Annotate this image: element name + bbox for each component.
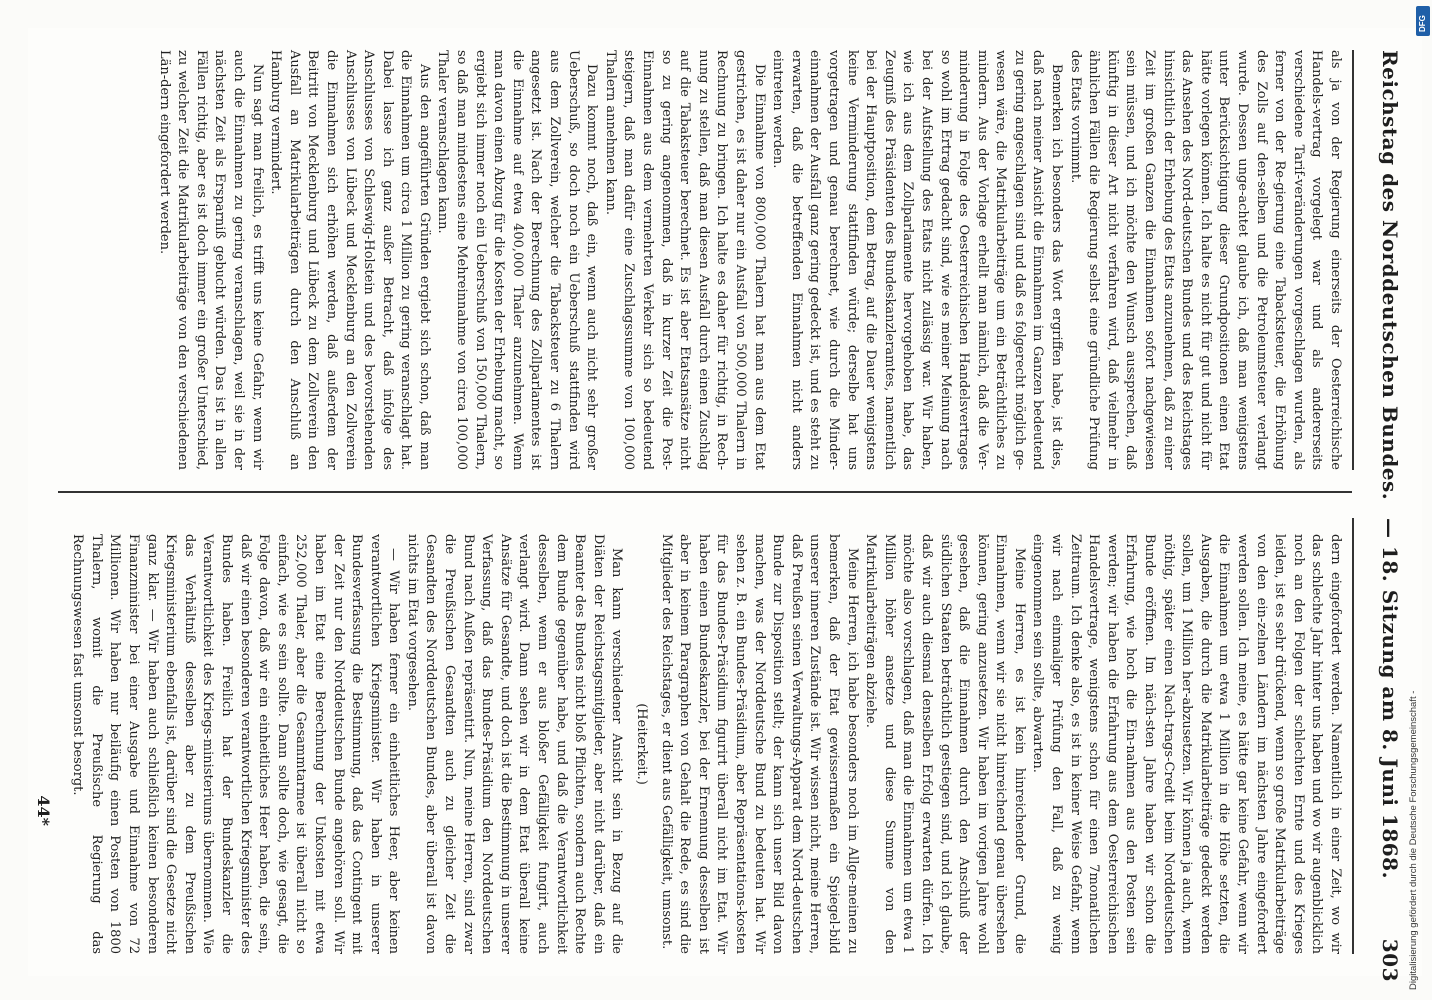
dfg-logo-icon — [1416, 6, 1430, 36]
right-text-column — [58, 534, 1344, 954]
paragraph: Bemerken ich besonders das Wort ergriffen habe, ist dies, daß nach meiner Ansicht die Einnahmen im Ganzen bedeutend zu gering angeschlagen sind und daß es folgerecht möglich ge-wesen wäre, die Matrikularbeiträge um ein Beträchtliches zu mindern. Aus der Vorlage erhellt man nämlich, daß die Ver-minderung in Folge des Oesterreichischen Handelsvertrages so wohl im Ertrag gedacht sind, wie es meiner Meinung nach bei der Aufstellung des Etats nicht zulässig war. Wir haben, wie ich aus dem Zollparlamente hervorgehoben habe, das Zeugniß des Präsidenten des Bundeskanzleramtes, namentlich bei der Hauptposition, dem Betrag, auf die Dauer wenigstens keine Verminderung stattfinden würde; derselbe hat uns vorgetragen und genau berechnet, wie durch die Minder-einnahmen der Ausfall ganz gering gedeckt ist, und es steht zu erwarten, daß die betreffenden Einnahmen nicht anders eintreten werden. — [770, 50, 1065, 470]
interjection: (Heiterkeit.) — [634, 703, 650, 785]
column-divider — [58, 491, 1352, 493]
paragraph: dern eingefordert werden. Namentlich in einer Zeit, wo wir das schlechte Jahr hinter uns haben und wo wir augenblicklich noch an den Folgen der schlechten Ernte und des Krieges leiden, ist es sehr drückend, wenn so große Matrikularbeiträge von den ein-zelnen Ländern im nächsten Jahre eingefordert werden sollen. Ich meine, es hätte gar keine Gefahr, wenn wir die Einnahmen um etwa 1 Million in die Höhe setzten, die Ausgaben, die durch die Matrikularbeiträge gedeckt werden sollen, um 1 Million her-abzusetzen. Wir können ja auch, wenn nöthig, später einen Nach-trags-Credit beim Norddeutschen Bunde eröffnen. Im näch-sten Jahre haben wir schon die Erfahrung, wie hoch die Ein-nahmen aus den Posten sein werden; wir haben die Erfahrung aus dem Oesterreichischen Handelsvertrage, wenigstens schon für einen 7monatlichen Zeitraum. Ich denke also, es ist in keiner Weise Gefahr, wenn wir nach einmaliger Prüfung den Fall, daß zu wenig eingenommen sein sollte, abwarten. — [1030, 534, 1343, 954]
session-title: — 18. Sitzung am 8. Juni 1868. — [1378, 518, 1402, 880]
right-running-head — [1354, 518, 1402, 982]
paragraph: Die Einnahme von 800,000 Thalern hat man aus dem Etat gestrichen, es ist daher nur ein Ausfall von 500,000 Thalern in Rechnung zu bringen. Ich halte es daher für richtig, in Rech-nung zu stellen, daß man diesen Ausfall durch einen Zuschlag auf die Tabaksteuer berechnet. Es ist aber Etatsansätze nicht so zu gering angenommen, daß in kurzer Zeit die Post-Einnahmen aus dem vermehrten Verkehr sich so bedeutend steigern, daß man dafür eine Zuschlagssumme von 100,000 Thalern annehmen kann. — [602, 50, 767, 470]
book-page — [28, 28, 1422, 982]
right-header-rule — [1353, 518, 1355, 954]
page-number: 303 — [1378, 938, 1402, 982]
dfg-credit-text: Digitalisierung gefördert durch die Deutsche Forschungsgemeinschaft - — [1408, 690, 1419, 990]
left-header-rule — [1353, 50, 1355, 470]
paragraph: Meine Herren, ich habe besonders noch im Allge-meinen zu bemerken, daß der Etat gewissermaßen ein Spiegel-bild unserer inneren Zustände ist. Wir wissen nicht, meine Herren, daß Preußen seinen Verwaltungs-Apparat dem Nord-deutschen Bunde zur Disposition stellt; der kann sich unser Bild davon machen, was der Norddeutsche Bund zu bedeuten hat. Wir sehen z. B. ein Bundes-Präsidium, aber Repräsentations-kosten für das Bundes-Präsidium figurirt überall nicht im Etat. Wir haben einen Bundeskanzler, bei der Ernennung desselben ist aber in keinem Paragraphen von Gehalt die Rede, es sind die Mitglieder des Reichstages, er dient aus Gefälligkeit, umsonst. — [658, 534, 860, 954]
paragraph: Man kann verschiedener Ansicht sein in Bezug auf die Diäten der Reichstagsmitglieder, aber nicht darüber, daß ein Beamter des Bundes nicht bloß Pflichten, sondern auch Rechte dem Bunde gegenüber habe, und daß die Verantwortlichkeit desselben, wenn er aus bloßer Gefälligkeit fungirt, auch verlangt wird. Dann sehen wir in dem Etat überall keine Ansätze für Gesandte, und doch ist die Bestimmung in unserer Verfassung, daß das Bundes-Präsidium den Norddeutschen Bund nach Außen repräsentirt. Nun, meine Herren, sind zwar die Preußischen Gesandten auch zu gleicher Zeit die Gesandten des Norddeutschen Bundes, aber überall ist davon nichts im Etat vorgesehen. — [404, 534, 625, 954]
paragraph: Meine Herren, es ist kein hinreichender Grund, die Einnahmen, wenn wir sie nicht hinreichend genau übersehen können, gering anzusetzen. Wir haben im vorigen Jahre wohl gesehen, daß die Einnahmen durch den Anschluß der südlichen Staaten beträchtlich gestiegen sind, und ich glaube, daß wir auch diesmal denselben Erfolg erwarten dürfen. Ich möchte also vorschlagen, daß man die Einnahmen um etwa 1 Million höher ansetze und diese Summe von den Matrikularbeiträgen abziehe. — [863, 534, 1027, 954]
paragraph: — Wir haben ferner ein einheitliches Heer, aber keinen verantwortlichen Kriegsminister. Wir haben in unserer Bundesverfassung die Bestimmung, daß das Contingent mit der Zeit nur den Norddeutschen Bunde angehören soll. Wir haben im Etat eine Berechnung der Unkosten mit etwa 252,000 Thaler, aber die Gesammtarmee ist überall nicht so einfach, wie es sein sollte. Dann sollte doch, wie gesagt, die Folge davon, daß wir ein einheitliches Heer haben, die sein, daß wir einen besonderen verantwortlichen Kriegsminister des Bundes haben. Freilich hat der Bundeskanzler die Verantwortlichkeit des Kriegs-ministeriums übernommen. Wie das Verhältniß desselben aber zu dem Preußischen Kriegsministerium ebenfalls ist, darüber sind die Gesetze nicht ganz klar. — Wir haben auch schließlich keinen besonderen Finanzminister bei einer Ausgabe und Einnahme von 72 Millionen. Wir haben nur beiläufig einen Posten von 1800 Thalern, womit die Preußische Regierung das Rechnungswesen fast umsonst besorgt. — [70, 534, 402, 954]
paragraph: Nun sagt man freilich, es trifft uns keine Gefahr, wenn wir auch die Einnahmen zu gering veranschlagen, weil sie in der nächsten Zeit als Ersparniß gebucht würden. Das ist in allen Fällen richtig, aber es ist doch immer ein großer Unterschied, zu welcher Zeit die Matrikularbeiträge von den verschiedenen Län-dern eingefordert werden. — [156, 50, 265, 470]
left-running-head: Reichstag des Norddeutschen Bundes. — [1378, 50, 1402, 501]
paragraph: als ja von der Regierung einerseits der Oesterreichische Handels-vertrag vorgelegt war und als andererseits verschiedene Tarif-veränderungen vorgeschlagen wurden, als ferner von der Re-gierung eine Tabacksteuer, die Erhöhung des Zolls auf den-selben und die Petroleumsteuer verlangt wurde. Dessen unge-achtet glaube ich, daß man wenigstens unter Berücksichtigung dieser Grundpositionen einen Etat hätte vorlegen können. Ich halte es nicht für gut und nicht für das Ansehen des Nord-deutschen Bundes und des Reichstages hinsichtlich der Erhebung des Etats anzunehmen, daß zu einer Zeit im großen Ganzen die Einnahmen sofort nachgewiesen sein müssen, und ich möchte den Wunsch aussprechen, daß künftig in dieser Art nicht verfahren wird, daß vielmehr in ähnlichen Fällen die Regierung selbst eine gründliche Prüfung des Etats vornimmt. — [1067, 50, 1343, 470]
dfg-logo-text: DFG — [1418, 15, 1427, 32]
paragraph: Dazu kommt noch, daß ein, wenn auch nicht sehr großer Ueberschuß, so doch noch ein Ueberschuß stattfinden wird aus dem Zollverein, welcher die Tabacksteuer zu 6 Thalern angesetzt ist. Nach der Berechnung des Zollparlamentes ist die Einnahme auf etwa 400,000 Thaler anzunehmen. Wenn man davon einen Abzug für die Kosten der Erhebung macht, so ergiebt sich immer noch ein Ueberschuß von 150,000 Thalern, so daß man mindestens eine Mehreinnahme von circa 100,000 Thaler veranschlagen kann. — [435, 50, 600, 470]
digitization-credit-strip — [1404, 0, 1432, 1000]
left-text-column — [58, 50, 1344, 470]
paragraph: Aus den angeführten Gründen ergiebt sich schon, daß man die Einnahmen um circa 1 Million zu gering veranschlagt hat. Dabei lasse ich ganz außer Betracht, daß infolge des Anschlusses von Schleswig-Holstein und des bevorstehenden Anschlusses von Lübeck und Mecklenburg an den Zollverein die Einnahmen sich erhöhen werden, daß außerdem der Beitritt von Mecklenburg und Lübeck zu dem Zollverein den Ausfall an Matrikularbeiträgen durch den Anschluß an Hamburg vermindert. — [268, 50, 432, 470]
rotated-page-content — [28, 28, 1422, 982]
signature-mark: 44* — [34, 795, 53, 826]
